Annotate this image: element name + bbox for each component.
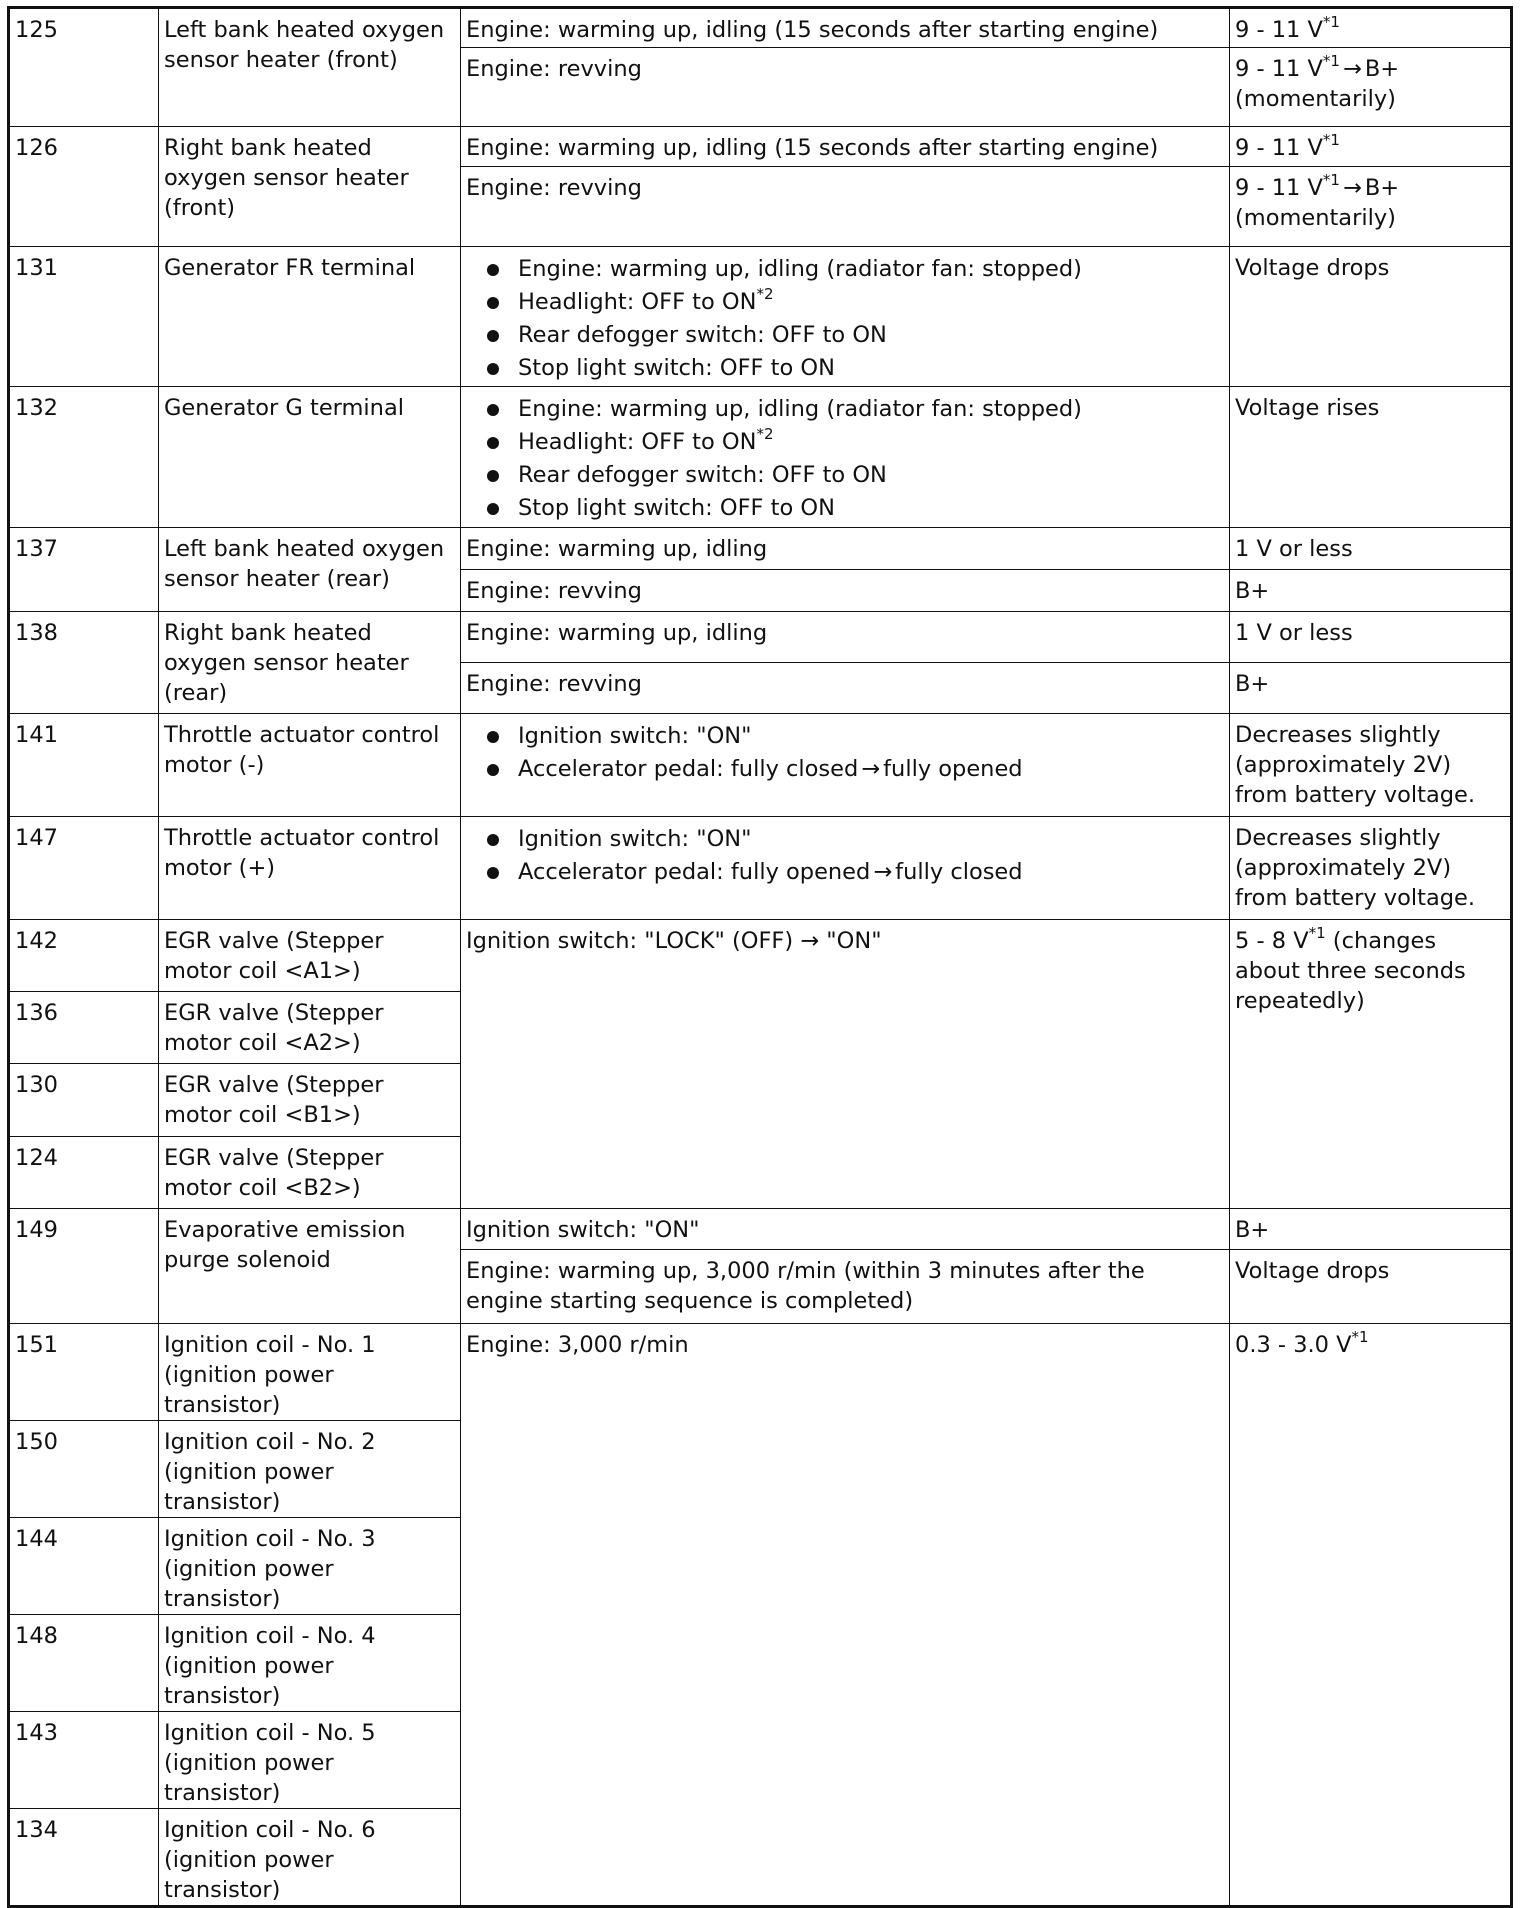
terminal-no: 131 [9, 247, 159, 387]
terminal-voltage-sheet [7, 6, 1510, 1908]
table-row [9, 817, 1512, 920]
check-item: Ignition coil - No. 3 (ignition power transistor) [159, 1518, 461, 1615]
terminal-no: 126 [9, 127, 159, 247]
terminal-no: 138 [9, 612, 159, 714]
list-item: Engine: warming up, idling (radiator fan: stopped) [466, 393, 1224, 426]
terminal-no: 141 [9, 714, 159, 817]
bullet-icon [487, 404, 499, 416]
check-condition [461, 387, 1230, 528]
check-condition: Engine: warming up, idling [461, 612, 1230, 663]
check-condition: Engine: revving [461, 48, 1230, 127]
check-item: EGR valve (Stepper motor coil <B2>) [159, 1137, 461, 1209]
check-item: Ignition coil - No. 6 (ignition power transistor) [159, 1809, 461, 1907]
bullet-icon [487, 470, 499, 482]
check-condition [461, 714, 1230, 817]
bullet-icon [487, 297, 499, 309]
check-item: Generator G terminal [159, 387, 461, 528]
check-condition [461, 247, 1230, 387]
bullet-icon [487, 731, 499, 743]
check-condition: Engine: warming up, idling [461, 528, 1230, 570]
normal-condition: Voltage drops [1230, 247, 1512, 387]
list-item: Accelerator pedal: fully closed → fully opened [466, 753, 1224, 786]
normal-condition: 1 V or less [1230, 612, 1512, 663]
check-item: Left bank heated oxygen sensor heater (front) [159, 8, 461, 127]
check-item: Ignition coil - No. 5 (ignition power transistor) [159, 1712, 461, 1809]
terminal-no: 124 [9, 1137, 159, 1209]
check-condition: Engine: warming up, idling (15 seconds after starting engine) [461, 127, 1230, 167]
check-condition [461, 817, 1230, 920]
check-condition: Engine: 3,000 r/min [461, 1324, 1230, 1907]
normal-condition: Voltage drops [1230, 1250, 1512, 1324]
terminal-voltage-table [7, 6, 1513, 1908]
bullet-icon [487, 764, 499, 776]
bullet-icon [487, 363, 499, 375]
list-item: Headlight: OFF to ON$^{*2}$ [466, 286, 1224, 319]
normal-condition: 1 V or less [1230, 528, 1512, 570]
terminal-no: 143 [9, 1712, 159, 1809]
check-item: Ignition coil - No. 4 (ignition power transistor) [159, 1615, 461, 1712]
list-item: Stop light switch: OFF to ON [466, 492, 1224, 525]
check-condition: Ignition switch: "LOCK" (OFF) → "ON" [461, 920, 1230, 1209]
normal-condition: 5 - 8 $V^{*1}$ (changes about three seconds repeatedly) [1230, 920, 1512, 1209]
bullet-icon [487, 437, 499, 449]
table-row [9, 920, 1512, 992]
normal-condition: 9 - 11 $V^{*1} \to B+$ (momentarily) [1230, 48, 1512, 127]
bullet-icon [487, 503, 499, 515]
normal-condition: B+ [1230, 1209, 1512, 1250]
terminal-no: 130 [9, 1064, 159, 1137]
table-row [9, 1324, 1512, 1421]
check-item: Throttle actuator control motor (-) [159, 714, 461, 817]
list-item: Ignition switch: "ON" [466, 823, 1224, 856]
terminal-no: 136 [9, 992, 159, 1064]
terminal-no: 151 [9, 1324, 159, 1421]
bullet-icon [487, 330, 499, 342]
check-item: Right bank heated oxygen sensor heater (rear) [159, 612, 461, 714]
normal-condition: 0.3 - 3.0 $V^{*1}$ [1230, 1324, 1512, 1907]
table-row [9, 612, 1512, 663]
list-item: Engine: warming up, idling (radiator fan: stopped) [466, 253, 1224, 286]
list-item: Accelerator pedal: fully opened → fully closed [466, 856, 1224, 889]
bullet-icon [487, 264, 499, 276]
list-item: Stop light switch: OFF to ON [466, 352, 1224, 385]
normal-condition: Decreases slightly (approximately 2V) from battery voltage. [1230, 714, 1512, 817]
list-item: Ignition switch: "ON" [466, 720, 1224, 753]
check-item: EGR valve (Stepper motor coil <A2>) [159, 992, 461, 1064]
table-row [9, 528, 1512, 570]
list-item: Rear defogger switch: OFF to ON [466, 459, 1224, 492]
terminal-no: 134 [9, 1809, 159, 1907]
table-row [9, 247, 1512, 387]
normal-condition: Decreases slightly (approximately 2V) from battery voltage. [1230, 817, 1512, 920]
table-row [9, 127, 1512, 167]
table-row [9, 387, 1512, 528]
check-item: Left bank heated oxygen sensor heater (rear) [159, 528, 461, 612]
check-item: Ignition coil - No. 1 (ignition power transistor) [159, 1324, 461, 1421]
terminal-no: 142 [9, 920, 159, 992]
normal-condition: B+ [1230, 663, 1512, 714]
check-condition: Engine: warming up, 3,000 r/min (within 3 minutes after the engine starting sequence is completed) [461, 1250, 1230, 1324]
terminal-no: 149 [9, 1209, 159, 1324]
normal-condition: B+ [1230, 570, 1512, 612]
terminal-no: 125 [9, 8, 159, 127]
normal-condition: 9 - 11 $V^{*1} \to B+$ (momentarily) [1230, 167, 1512, 247]
check-item: EGR valve (Stepper motor coil <A1>) [159, 920, 461, 992]
terminal-no: 148 [9, 1615, 159, 1712]
terminal-no: 147 [9, 817, 159, 920]
check-item: Throttle actuator control motor (+) [159, 817, 461, 920]
normal-condition: Voltage rises [1230, 387, 1512, 528]
terminal-no: 144 [9, 1518, 159, 1615]
check-condition: Ignition switch: "ON" [461, 1209, 1230, 1250]
check-item: Right bank heated oxygen sensor heater (front) [159, 127, 461, 247]
check-item: Generator FR terminal [159, 247, 461, 387]
normal-condition: 9 - 11 $V^{*1}$ [1230, 127, 1512, 167]
table-row [9, 8, 1512, 48]
check-condition: Engine: revving [461, 663, 1230, 714]
check-item: EGR valve (Stepper motor coil <B1>) [159, 1064, 461, 1137]
bullet-icon [487, 867, 499, 879]
terminal-no: 137 [9, 528, 159, 612]
terminal-no: 150 [9, 1421, 159, 1518]
terminal-no: 132 [9, 387, 159, 528]
normal-condition: 9 - 11 $V^{*1}$ [1230, 8, 1512, 48]
table-row [9, 1209, 1512, 1250]
bullet-icon [487, 834, 499, 846]
list-item: Headlight: OFF to ON$^{*2}$ [466, 426, 1224, 459]
list-item: Rear defogger switch: OFF to ON [466, 319, 1224, 352]
check-item: Ignition coil - No. 2 (ignition power transistor) [159, 1421, 461, 1518]
table-row [9, 714, 1512, 817]
check-condition: Engine: warming up, idling (15 seconds after starting engine) [461, 8, 1230, 48]
check-item: Evaporative emission purge solenoid [159, 1209, 461, 1324]
check-condition: Engine: revving [461, 167, 1230, 247]
check-condition: Engine: revving [461, 570, 1230, 612]
